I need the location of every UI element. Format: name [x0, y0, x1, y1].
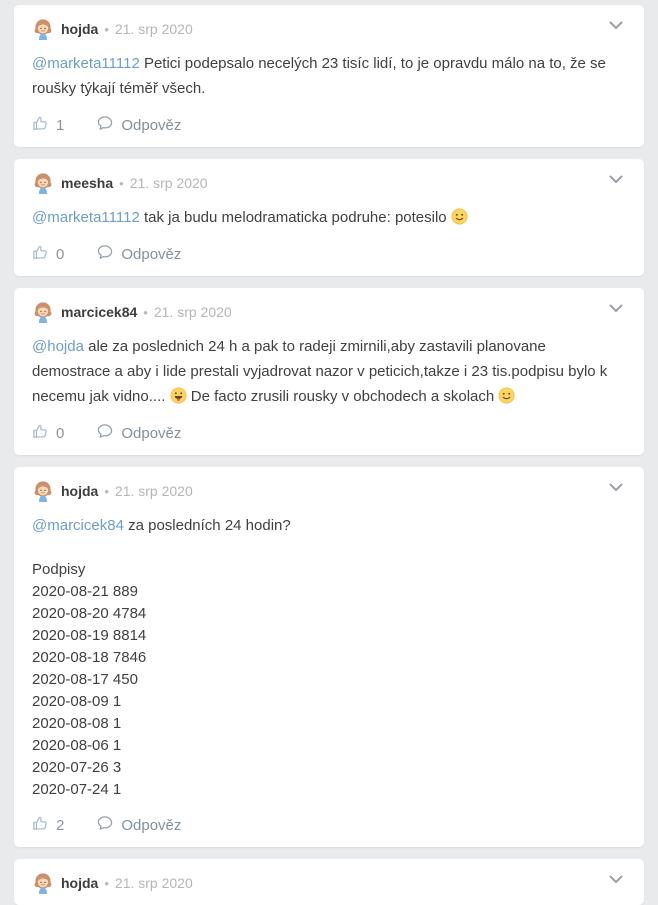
reply-label: Odpověz [121, 816, 182, 834]
comment-card [14, 859, 644, 905]
girl-avatar-icon[interactable] [32, 172, 54, 194]
comment-text: ale za poslednich 24 h a pak to radeji zmirnili,aby zastavili planovane demostrace a aby i lide prestali vyjadrovat nazor v peticich,takze i 23 tis.podpisu bylo k necemu jak vidno.... [32, 338, 608, 405]
date-separator: • [143, 304, 148, 320]
like-count: 1 [56, 116, 65, 134]
signature-line: 2020-07-26 3 [32, 759, 122, 776]
thumbs-up-icon [32, 244, 49, 265]
like-button[interactable] [32, 115, 64, 136]
thumbs-up-icon [32, 115, 49, 136]
chevron-down-icon[interactable] [608, 871, 624, 887]
signature-line: 2020-08-21 889 [32, 583, 138, 600]
comment-header [32, 480, 626, 502]
comment-paragraph [32, 205, 626, 230]
comment-actions [32, 243, 626, 265]
comment-card [14, 467, 644, 847]
reply-label: Odpověz [121, 116, 182, 134]
signature-line: 2020-07-24 1 [32, 781, 122, 798]
comment-card [14, 5, 644, 147]
tongue-out-emoji [170, 387, 187, 404]
comment-body [32, 334, 626, 409]
date-separator: • [119, 175, 124, 191]
like-count: 0 [56, 245, 65, 263]
comment-actions [32, 814, 626, 836]
signature-line: 2020-08-09 1 [32, 693, 122, 710]
comment-text: De facto zrusili rousky v obchodech a skolach [186, 388, 499, 405]
comment-text: Petici podepsalo necelých 23 tisíc lidí, to je opravdu málo na to, že se roušky týkají téměř všech. [32, 55, 606, 97]
chevron-down-icon[interactable] [608, 300, 624, 316]
signature-line: 2020-08-08 1 [32, 715, 122, 732]
signature-line: 2020-08-17 450 [32, 671, 138, 688]
comment-paragraph [32, 51, 626, 101]
reply-button[interactable] [96, 243, 181, 265]
date-separator: • [104, 875, 109, 891]
comment-author[interactable]: hojda [61, 483, 99, 499]
girl-avatar-icon[interactable] [32, 872, 54, 894]
slight-smile-emoji [451, 208, 468, 225]
comment-text: tak ja budu melodramaticka podruhe: potesilo [139, 209, 451, 226]
comment-date: 21. srp 2020 [153, 304, 232, 320]
comment-body [32, 205, 626, 230]
slight-smile-emoji [498, 387, 515, 404]
signature-line: 2020-08-18 7846 [32, 649, 147, 666]
signature-line: 2020-08-19 8814 [32, 627, 147, 644]
thumbs-up-icon [32, 815, 49, 836]
comment-actions [32, 422, 626, 444]
comment-header [32, 18, 626, 40]
mention-link[interactable]: @marketa11112 [32, 55, 140, 72]
comment-actions [32, 114, 626, 136]
comment-date: 21. srp 2020 [114, 483, 193, 499]
mention-link[interactable]: @marketa11112 [32, 209, 140, 226]
comment-body [32, 51, 626, 101]
signature-line: Podpisy [32, 561, 86, 578]
reply-button[interactable] [96, 114, 181, 136]
comment-author[interactable]: meesha [61, 175, 114, 191]
speech-bubble-icon [96, 814, 114, 836]
reply-label: Odpověz [121, 245, 182, 263]
like-count: 2 [56, 816, 65, 834]
date-separator: • [104, 21, 109, 37]
like-count: 0 [56, 424, 65, 442]
comment-paragraph [32, 513, 626, 538]
comment-date: 21. srp 2020 [114, 21, 193, 37]
date-separator: • [104, 483, 109, 499]
signature-line: 2020-08-06 1 [32, 737, 122, 754]
comment-text: za posledních 24 hodin? [123, 517, 291, 534]
comment-author[interactable]: hojda [61, 21, 99, 37]
comment-paragraph [32, 334, 626, 409]
like-button[interactable] [32, 423, 64, 444]
girl-avatar-icon[interactable] [32, 18, 54, 40]
speech-bubble-icon [96, 422, 114, 444]
comment-header [32, 301, 626, 323]
reply-button[interactable] [96, 422, 181, 444]
speech-bubble-icon [96, 243, 114, 265]
comment-author[interactable]: hojda [61, 875, 99, 891]
thumbs-up-icon [32, 423, 49, 444]
speech-bubble-icon [96, 114, 114, 136]
comment-paragraph [32, 559, 626, 801]
reply-button[interactable] [96, 814, 181, 836]
mention-link[interactable]: @marcicek84 [32, 517, 124, 534]
girl-avatar-icon[interactable] [32, 301, 54, 323]
comment-card [14, 159, 644, 276]
chevron-down-icon[interactable] [608, 17, 624, 33]
chevron-down-icon[interactable] [608, 479, 624, 495]
comment-card [14, 288, 644, 455]
comment-body [32, 513, 626, 801]
comment-date: 21. srp 2020 [129, 175, 208, 191]
comment-header [32, 172, 626, 194]
chevron-down-icon[interactable] [608, 171, 624, 187]
like-button[interactable] [32, 815, 64, 836]
like-button[interactable] [32, 244, 64, 265]
comment-header [32, 872, 626, 894]
mention-link[interactable]: @hojda [32, 338, 84, 355]
comment-author[interactable]: marcicek84 [61, 304, 138, 320]
comment-date: 21. srp 2020 [114, 875, 193, 891]
reply-label: Odpověz [121, 424, 182, 442]
signature-line: 2020-08-20 4784 [32, 605, 147, 622]
girl-avatar-icon[interactable] [32, 480, 54, 502]
